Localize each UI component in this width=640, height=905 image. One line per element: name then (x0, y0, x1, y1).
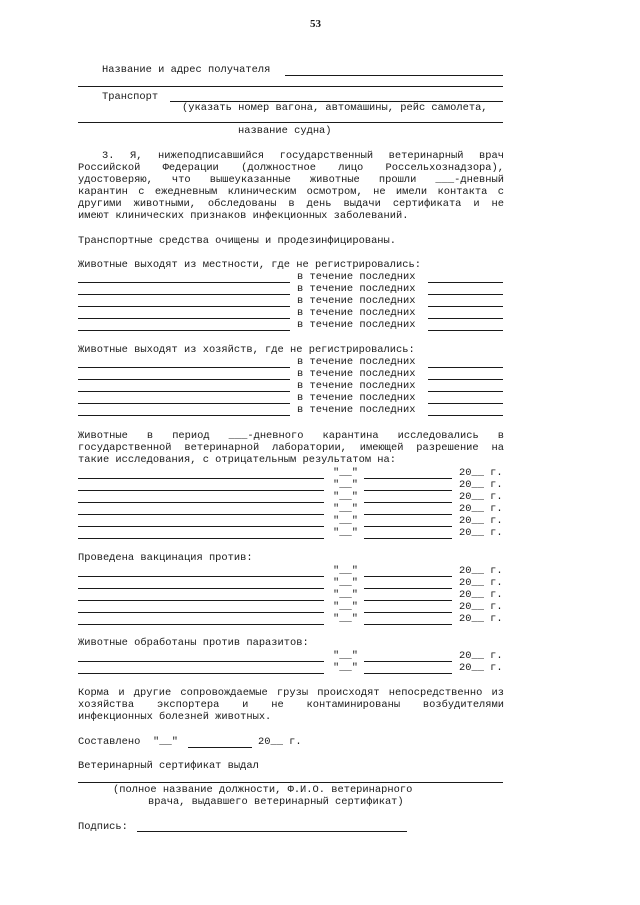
farms-period-field[interactable] (428, 379, 503, 380)
paragraph3-line: карантин с ежедневным клиническим осмотром, не имели контакта с (78, 186, 504, 198)
farms-disease-field[interactable] (78, 367, 290, 368)
row-label: в течение последних (297, 356, 416, 368)
compiled-month-field[interactable] (188, 747, 252, 748)
date-month-field[interactable] (364, 502, 452, 503)
locality-disease-field[interactable] (78, 306, 290, 307)
date-year: 20__ г. (459, 601, 503, 613)
date-day: "__" (333, 479, 358, 491)
locality-period-field[interactable] (428, 282, 503, 283)
date-year: 20__ г. (459, 503, 503, 515)
date-year: 20__ г. (459, 650, 503, 662)
parasites-field[interactable] (78, 661, 324, 662)
investigation-line: такие исследования, с отрицательным результатом на: (78, 454, 397, 466)
date-month-field[interactable] (364, 538, 452, 539)
row-label: в течение последних (297, 307, 416, 319)
investigation-test-field[interactable] (78, 538, 324, 539)
farms-disease-field[interactable] (78, 379, 290, 380)
paragraph3-line: 3. Я, нижеподписавшийся государственный ветеринарный врач (102, 150, 504, 162)
locality-disease-field[interactable] (78, 294, 290, 295)
investigation-test-field[interactable] (78, 490, 324, 491)
signature-label: Подпись: (78, 821, 128, 833)
vaccination-field[interactable] (78, 624, 324, 625)
feed-line: Корма и другие сопровождаемые грузы происходят непосредственно из (78, 687, 504, 699)
locality-period-field[interactable] (428, 318, 503, 319)
transport-field-line2[interactable] (78, 122, 503, 123)
parasites-field[interactable] (78, 673, 324, 674)
date-month-field[interactable] (364, 588, 452, 589)
date-year: 20__ г. (459, 491, 503, 503)
transport-label: Транспорт (102, 91, 159, 103)
recipient-field-line2[interactable] (78, 86, 503, 87)
locality-disease-field[interactable] (78, 318, 290, 319)
date-year: 20__ г. (459, 577, 503, 589)
page-number: 53 (310, 18, 321, 30)
date-day: "__" (333, 491, 358, 503)
farms-period-field[interactable] (428, 367, 503, 368)
compiled-label: Составлено (78, 736, 141, 748)
date-day: "__" (333, 650, 358, 662)
farms-disease-field[interactable] (78, 391, 290, 392)
investigation-test-field[interactable] (78, 526, 324, 527)
row-label: в течение последних (297, 283, 416, 295)
date-month-field[interactable] (364, 514, 452, 515)
paragraph3-line: имеют клинических признаков инфекционных заболеваний. (78, 210, 409, 222)
date-year: 20__ г. (459, 527, 503, 539)
feed-line: инфекционных болезней животных. (78, 711, 272, 723)
row-label: в течение последних (297, 319, 416, 331)
vaccination-field[interactable] (78, 588, 324, 589)
locality-period-field[interactable] (428, 306, 503, 307)
date-month-field[interactable] (364, 612, 452, 613)
date-day: "__" (333, 503, 358, 515)
date-day: "__" (333, 515, 358, 527)
date-year: 20__ г. (459, 565, 503, 577)
date-month-field[interactable] (364, 673, 452, 674)
paragraph3-line: удостоверяю, что вышеуказанные животные прошли ___-дневный (78, 174, 504, 186)
row-label: в течение последних (297, 392, 416, 404)
feed-line: хозяйства экспортера и не контаминированы возбудителями (78, 699, 504, 711)
compiled-year: 20__ г. (258, 736, 302, 748)
investigation-line: Животные в период ___-дневного карантина исследовались в (78, 430, 504, 442)
farms-heading: Животные выходят из хозяйств, где не регистрировались: (78, 344, 415, 356)
compiled-day: "__" (153, 736, 178, 748)
transport-hint-2: название судна) (238, 125, 332, 137)
farms-disease-field[interactable] (78, 403, 290, 404)
investigation-test-field[interactable] (78, 502, 324, 503)
transport-clean-text: Транспортные средства очищены и продезинфицированы. (78, 235, 397, 247)
farms-period-field[interactable] (428, 415, 503, 416)
date-day: "__" (333, 527, 358, 539)
date-year: 20__ г. (459, 613, 503, 625)
locality-heading: Животные выходят из местности, где не регистрировались: (78, 259, 421, 271)
date-month-field[interactable] (364, 526, 452, 527)
date-day: "__" (333, 601, 358, 613)
paragraph3-line: Российской Федерации (должностное лицо Россельхознадзора), (78, 162, 504, 174)
farms-period-field[interactable] (428, 391, 503, 392)
investigation-line: государственной ветеринарной лаборатории, имеющей разрешение на (78, 442, 504, 454)
vaccination-heading: Проведена вакцинация против: (78, 552, 253, 564)
locality-disease-field[interactable] (78, 330, 290, 331)
vaccination-field[interactable] (78, 600, 324, 601)
date-day: "__" (333, 577, 358, 589)
investigation-test-field[interactable] (78, 478, 324, 479)
farms-period-field[interactable] (428, 403, 503, 404)
recipient-label: Название и адрес получателя (102, 64, 271, 76)
locality-disease-field[interactable] (78, 282, 290, 283)
row-label: в течение последних (297, 380, 416, 392)
date-year: 20__ г. (459, 479, 503, 491)
investigation-test-field[interactable] (78, 514, 324, 515)
date-year: 20__ г. (459, 515, 503, 527)
date-month-field[interactable] (364, 576, 452, 577)
date-month-field[interactable] (364, 661, 452, 662)
date-day: "__" (333, 589, 358, 601)
signature-field[interactable] (137, 831, 407, 832)
date-year: 20__ г. (459, 662, 503, 674)
locality-period-field[interactable] (428, 294, 503, 295)
vaccination-field[interactable] (78, 576, 324, 577)
date-day: "__" (333, 662, 358, 674)
date-day: "__" (333, 613, 358, 625)
date-month-field[interactable] (364, 624, 452, 625)
row-label: в течение последних (297, 368, 416, 380)
parasites-heading: Животные обработаны против паразитов: (78, 637, 309, 649)
transport-hint-1: (указать номер вагона, автомашины, рейс самолета, (182, 102, 488, 114)
date-month-field[interactable] (364, 478, 452, 479)
vaccination-field[interactable] (78, 612, 324, 613)
date-day: "__" (333, 467, 358, 479)
date-month-field[interactable] (364, 490, 452, 491)
row-label: в течение последних (297, 295, 416, 307)
issued-by-field[interactable] (78, 782, 503, 783)
locality-period-field[interactable] (428, 330, 503, 331)
farms-disease-field[interactable] (78, 415, 290, 416)
date-year: 20__ г. (459, 589, 503, 601)
issued-label: Ветеринарный сертификат выдал (78, 760, 259, 772)
issued-hint-1: (полное название должности, Ф.И.О. ветеринарного (113, 784, 413, 796)
row-label: в течение последних (297, 404, 416, 416)
recipient-field[interactable] (285, 75, 503, 76)
row-label: в течение последних (297, 271, 416, 283)
paragraph3-line: другими животными, обследованы в день выдачи сертификата и не (78, 198, 504, 210)
issued-hint-2: врача, выдавшего ветеринарный сертификат) (148, 796, 404, 808)
date-month-field[interactable] (364, 600, 452, 601)
date-day: "__" (333, 565, 358, 577)
date-year: 20__ г. (459, 467, 503, 479)
